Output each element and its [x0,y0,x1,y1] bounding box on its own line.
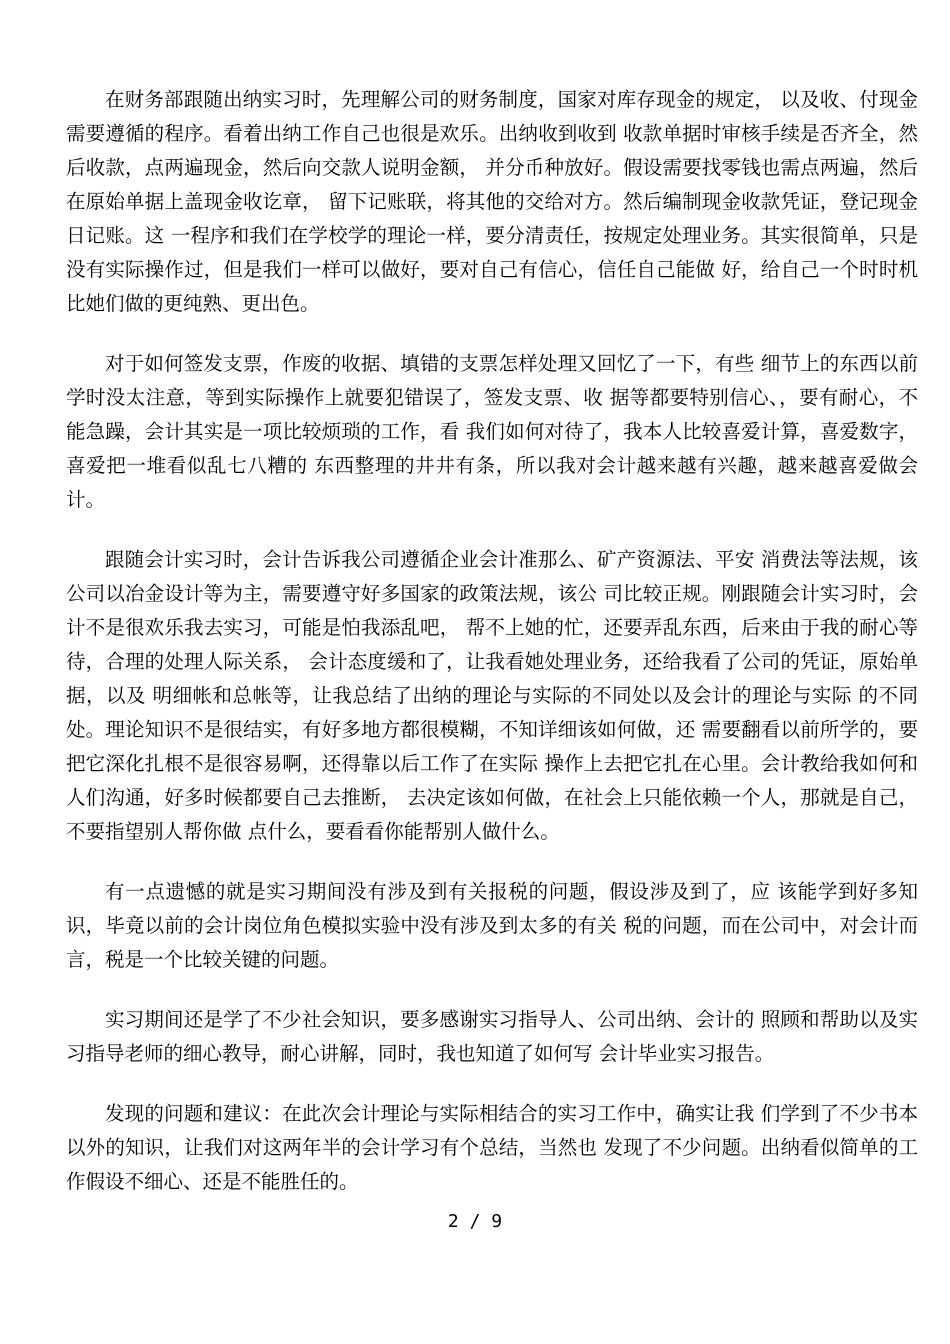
page-number: 2 / 9 [447,1211,503,1232]
paragraph-tax-regret: 有一点遗憾的就是实习期间没有涉及到有关报税的问题，假设涉及到了，应 该能学到好多知识，毕竟以前的会计岗位角色模拟实验中没有涉及到太多的有关 税的问题，而在公司中，对会计而言，税是一个比较关键的问题。 [66,880,918,971]
paragraph-accounting-internship: 跟随会计实习时，会计告诉我公司遵循企业会计准那么、矿产资源法、平安 消费法等法规，该公司以冶金设计等为主，需要遵守好多国家的政策法规，该公 司比较正规。刚跟随会计实习时，会计不是很欢乐我去实习，可能是怕我添乱吧， 帮不上她的忙，还要弄乱东西，后来由于我的耐心等待，合理的处理人际关系， 会计态度缓和了，让我看她处理业务，还给我看了公司的凭证，原始单据，以及 明细帐和总帐等，让我总结了出纳的理论与实际的不同处以及会计的理论与实际 的不同处。理论知识不是很结实，有好多地方都很模糊，不知详细该如何做，还 需要翻看以前所学的，要把它深化扎根不是很容易啊，还得靠以后工作了在实际 操作上去把它扎在心里。会计教给我如何和人们沟通，好多时候都要自己去推断， 去决定该如何做，在社会上只能依赖一个人，那就是自己，不要指望别人帮你做 点什么，要看看你能帮别人做什么。 [66,548,918,843]
paragraph-checks-handling: 对于如何签发支票，作废的收据、填错的支票怎样处理又回忆了一下，有些 细节上的东西以前学时没太注意，等到实际操作上就要犯错误了，签发支票、收 据等都要特别信心、，要有耐心，不能急躁，会计其实是一项比较烦琐的工作，看 我们如何对待了，我本人比较喜爱计算，喜爱数字，喜爱把一堆看似乱七八糟的 东西整理的井井有条，所以我对会计越来越有兴趣，越来越喜爱做会计。 [66,352,918,511]
paragraph-problems-suggestions: 发现的问题和建议：在此次会计理论与实际相结合的实习工作中，确实让我 们学到了不少书本以外的知识，让我们对这两年半的会计学习有个总结，当然也 发现了不少问题。出纳看似简单的工作假设不细心、还是不能胜任的。 [66,1102,918,1193]
document-body [66,83,918,1225]
paragraph-thanks: 实习期间还是学了不少社会知识，要多感谢实习指导人、公司出纳、会计的 照顾和帮助以及实习指导老师的细心教导，耐心讲解，同时，我也知道了如何写 会计毕业实习报告。 [66,1008,918,1065]
paragraph-cashier-internship: 在财务部跟随出纳实习时，先理解公司的财务制度，国家对库存现金的规定， 以及收、付现金需要遵循的程序。看着出纳工作自己也很是欢乐。出纳收到收到 收款单据时审核手续是否齐全，然后收款，点两遍现金，然后向交款人说明金额， 并分币种放好。假设需要找零钱也需点两遍，然后在原始单据上盖现金收讫章， 留下记账联，将其他的交给对方。然后编制现金收款凭证，登记现金日记账。这 一程序和我们在学校学的理论一样，要分清责任，按规定处理业务。其实很简单，只是没有实际操作过，但是我们一样可以做好，要对自己有信心，信任自己能做 好，给自己一个时时机比她们做的更纯熟、更出色。 [66,88,918,315]
